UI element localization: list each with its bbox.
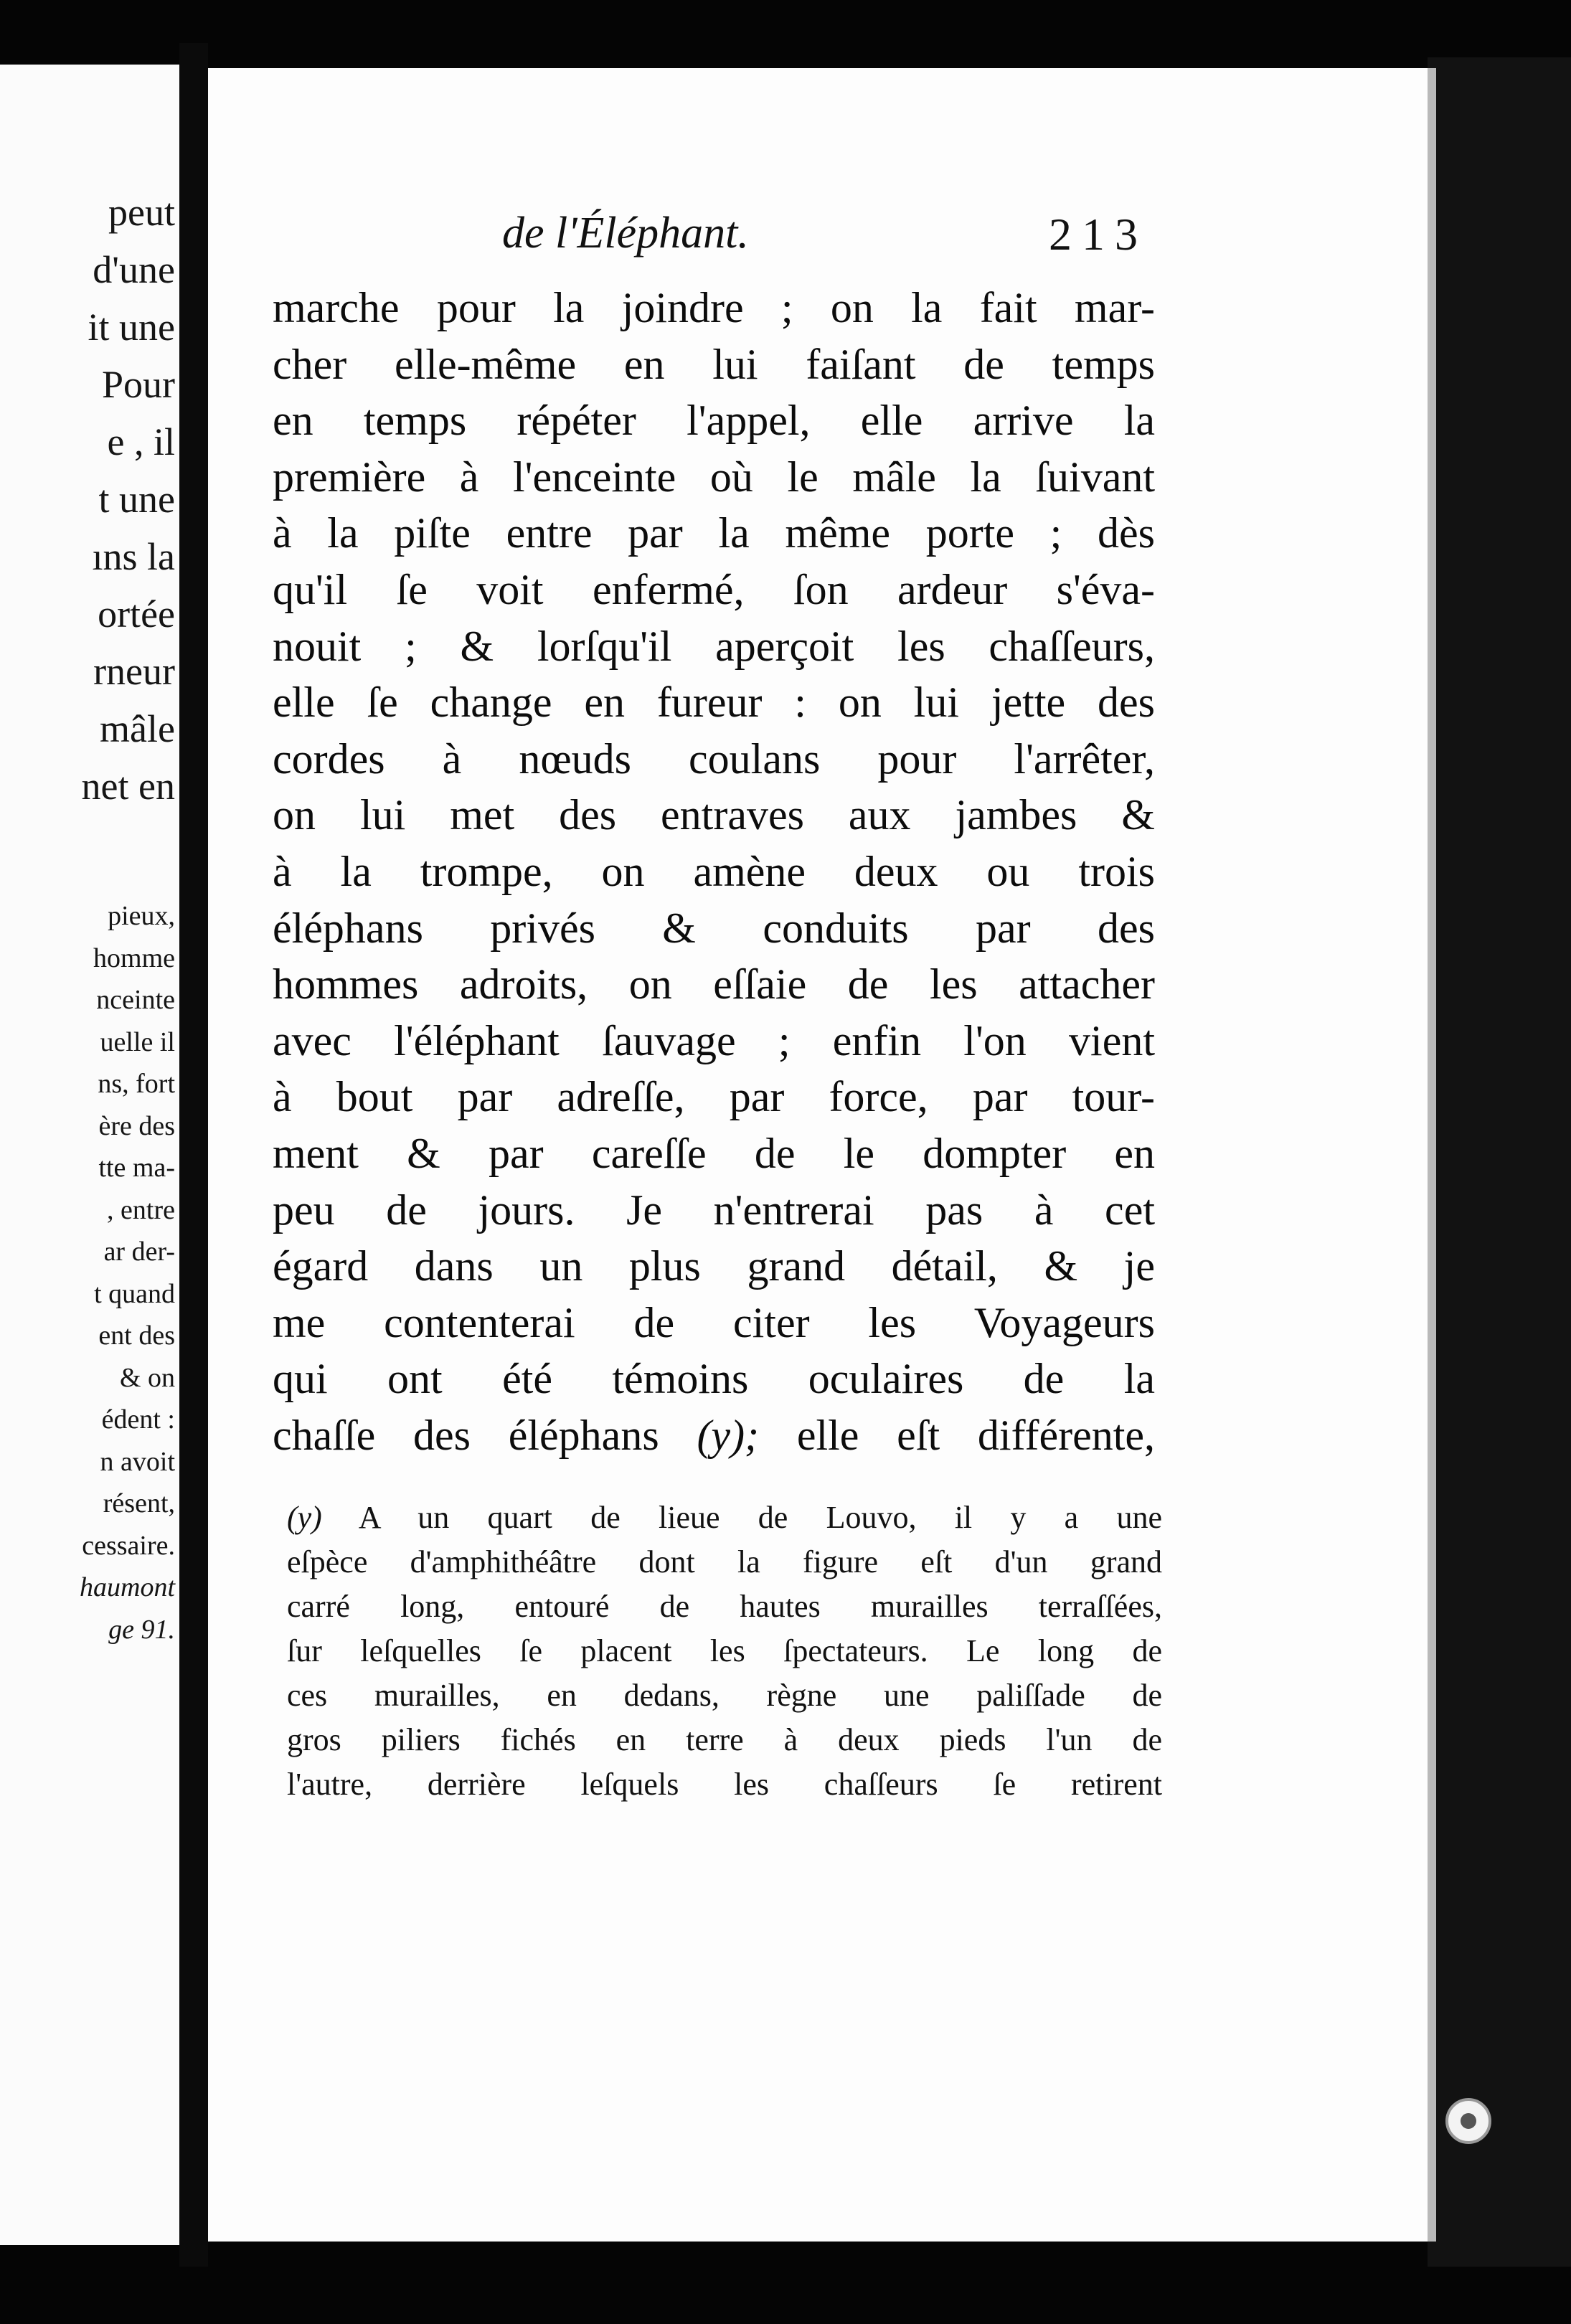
facing-page-footnote-line: résent, — [103, 1488, 175, 1518]
library-stamp-icon — [1445, 2098, 1491, 2144]
facing-page-footnote-line: ar der- — [103, 1237, 175, 1267]
facing-page-footnote-line: ère des — [98, 1110, 175, 1141]
facing-page-line: mâle — [100, 707, 175, 750]
body-line: nouit ; & lorſqu'il aperçoit les chaſſeurs, — [273, 622, 1155, 670]
facing-page-footnote-line: ns, fort — [98, 1069, 175, 1099]
facing-page-footnote-line: , entre — [107, 1194, 175, 1225]
body-line: me contenterai de citer les Voyageurs — [273, 1298, 1155, 1346]
body-line: qu'il ſe voit enfermé, ſon ardeur s'éva- — [273, 565, 1155, 613]
body-line: éléphans privés & conduits par des — [273, 904, 1155, 952]
page-edge-right — [1428, 57, 1571, 2267]
facing-page-line: peut — [108, 191, 175, 234]
book-gutter — [179, 43, 208, 2267]
facing-page-footnote-line: haumont — [80, 1572, 175, 1602]
page-number: 213 — [1049, 209, 1148, 260]
footnote-line: ces murailles, en dedans, règne une paliſſade de — [287, 1678, 1162, 1713]
facing-page-footnote-line: homme — [93, 943, 175, 973]
facing-page-left — [0, 65, 179, 2245]
facing-page-footnote-line: édent : — [101, 1404, 175, 1435]
body-line: à bout par adreſſe, par force, par tour- — [273, 1073, 1155, 1121]
facing-page-footnote-line: & on — [119, 1362, 175, 1393]
facing-page-footnote-line: ge 91. — [108, 1614, 175, 1645]
body-text — [273, 280, 1155, 1463]
footnote-line: gros piliers fichés en terre à deux pieds l'un de — [287, 1722, 1162, 1757]
facing-page-footnote-line: nceinte — [96, 985, 175, 1015]
facing-page-footnote-line: t quand — [94, 1278, 175, 1309]
body-line: égard dans un plus grand détail, & je — [273, 1242, 1155, 1290]
facing-page-line: t une — [98, 478, 175, 521]
facing-page-footnote-line: ent des — [98, 1321, 175, 1351]
body-line: qui ont été témoins oculaires de la — [273, 1355, 1155, 1403]
footnote — [287, 1496, 1162, 1807]
footnote-reference: (y); — [697, 1411, 760, 1459]
footnote-line: l'autre, derrière leſquels les chaſſeurs ſe retirent — [287, 1767, 1162, 1802]
body-line: première à l'enceinte où le mâle la ſuivant — [273, 453, 1155, 501]
body-line: cordes à nœuds coulans pour l'arrêter, — [273, 734, 1155, 783]
body-line: à la piſte entre par la même porte ; dès — [273, 509, 1155, 557]
page-header — [502, 208, 1148, 273]
footnote-line: carré long, entouré de hautes murailles terraſſées, — [287, 1589, 1162, 1624]
facing-page-line: e , il — [107, 420, 175, 463]
running-title: de l'Éléphant. — [502, 209, 749, 258]
facing-page-line: net en — [81, 765, 175, 808]
facing-page-line: rneur — [93, 650, 175, 693]
facing-page-line: it une — [88, 306, 175, 349]
body-line: en temps répéter l'appel, elle arrive la — [273, 397, 1155, 445]
facing-page-footnote-line: n avoit — [100, 1446, 175, 1477]
body-line: elle ſe change en fureur : on lui jette des — [273, 679, 1155, 727]
body-line: marche pour la joindre ; on la fait mar- — [273, 284, 1155, 331]
body-line-text: elle eſt différente, — [796, 1411, 1156, 1459]
body-line: avec l'éléphant ſauvage ; enfin l'on vient — [273, 1016, 1155, 1064]
body-line-text: chaſſe des éléphans — [273, 1411, 659, 1459]
body-line: peu de jours. Je n'entrerai pas à cet — [273, 1186, 1155, 1234]
footnote-line: eſpèce d'amphithéâtre dont la figure eſt d'un grand — [287, 1544, 1162, 1579]
footnote-line — [287, 1496, 1162, 1540]
footnote-text: A un quart de lieue de Louvo, il y a une — [358, 1500, 1162, 1535]
facing-page-line: d'une — [93, 248, 175, 291]
footnote-line: ſur leſquelles ſe placent les ſpectateurs. Le long de — [287, 1633, 1162, 1668]
body-line: cher elle-même en lui faiſant de temps — [273, 340, 1155, 388]
body-line-last — [273, 1407, 1155, 1464]
facing-page-line: Pour — [101, 363, 175, 406]
facing-page-footnote-line: uelle il — [100, 1026, 175, 1057]
facing-page-footnote-line: pieux, — [108, 901, 175, 931]
body-line: hommes adroits, on eſſaie de les attacher — [273, 960, 1155, 1009]
body-line: ment & par careſſe de le dompter en — [273, 1129, 1155, 1177]
facing-page-footnote-line: cessaire. — [82, 1530, 175, 1561]
facing-page-footnote-line: tte ma- — [98, 1153, 175, 1183]
facing-page-line: ortée — [98, 592, 175, 636]
facing-page-line: ıns la — [92, 535, 175, 578]
body-line: à la trompe, on amène deux ou trois — [273, 847, 1155, 895]
page-edge-shadow — [1428, 68, 1436, 2242]
body-line: on lui met des entraves aux jambes & — [273, 791, 1155, 839]
footnote-mark: (y) — [287, 1500, 322, 1535]
